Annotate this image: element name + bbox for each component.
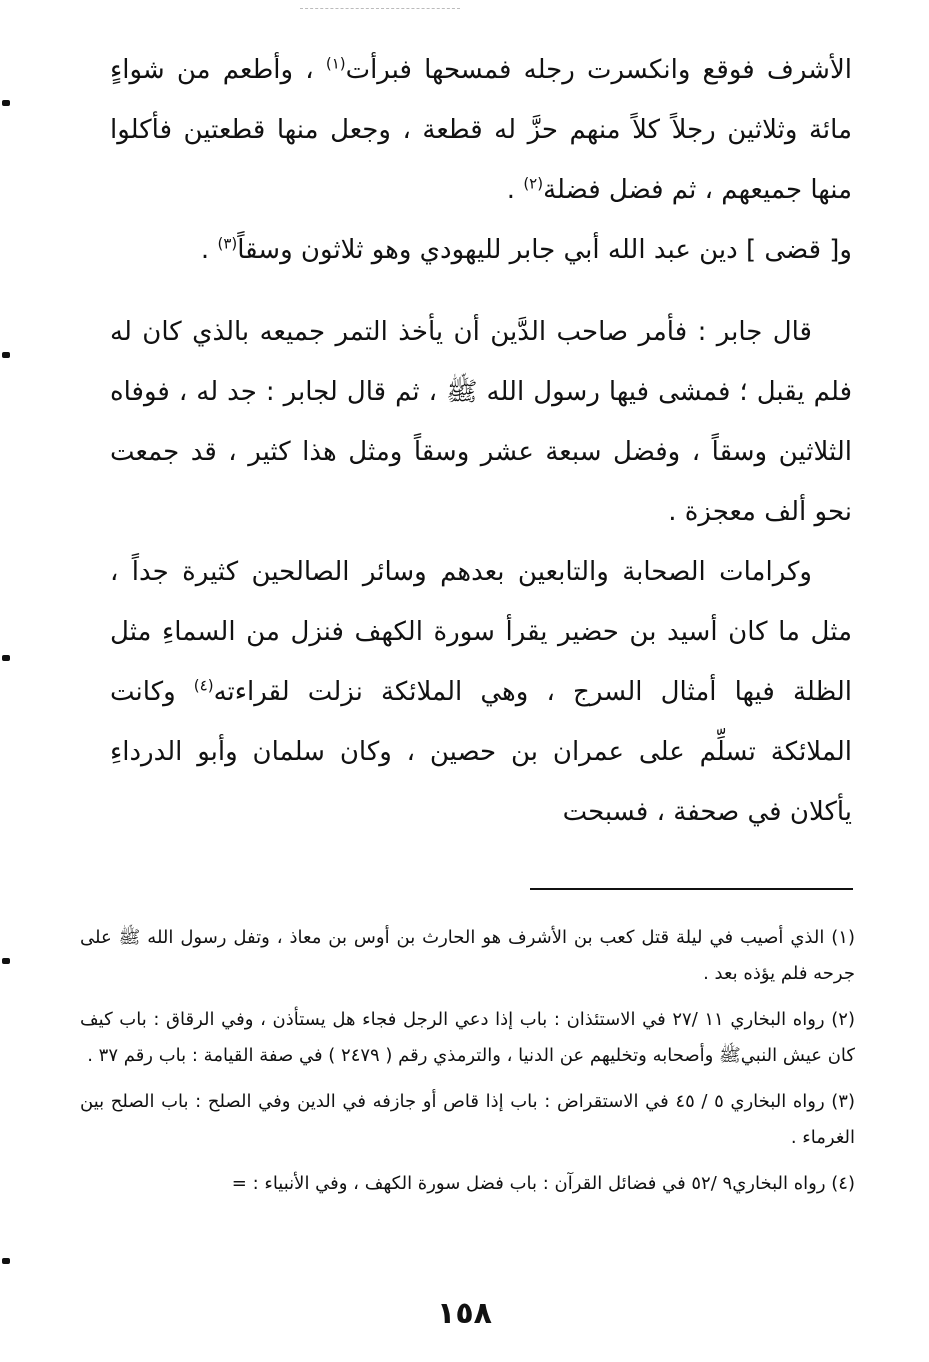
- text-span: وكانت الملائكة تسلِّم على عمران بن حصين ، وكان سلمان وأبو الدرداءِ يأكلان في صحفة ، فسبحت: [110, 677, 852, 827]
- footnote-ref: (٣): [217, 234, 238, 253]
- main-text: [110, 40, 852, 842]
- paragraph-1: [110, 40, 852, 220]
- paragraph-3: [110, 302, 852, 542]
- text-span: ، وأطعم من شواءٍ مائة وثلاثين رجلاً كلاً منهم حزَّ له قطعة ، وجعل منها قطعتين فأكلوا منها جميعهم ، ثم فضل فضلة: [110, 55, 852, 205]
- paragraph-4: [110, 542, 852, 842]
- footnotes: [80, 920, 855, 1212]
- footnote: (٣) رواه البخاري ٥ / ٤٥ في الاستقراض : باب إذا قاص أو جازفه في الدين وفي الصلح : باب الصلح بين الغرماء .: [80, 1091, 855, 1148]
- footnote: (٢) رواه البخاري ١١ /٢٧ في الاستئذان : باب إذا دعي الرجل فجاء هل يستأذن ، وفي الرقاق : باب كيف كان عيش النبيﷺ وأصحابه وتخليهم عن الدنيا ، والترمذي رقم ( ٢٤٧٩ ) في صفة القيامة : باب رقم ٣٧ .: [80, 1009, 855, 1066]
- scan-artifact-line: [300, 8, 460, 9]
- footnote-ref: (٢): [523, 174, 544, 193]
- text-span: قال جابر : فأمر صاحب الدَّين أن يأخذ التمر جميعه بالذي كان له فلم يقبل ؛ فمشى فيها رسول الله ﷺ ، ثم قال لجابر : جد له ، فوفاه الثلاثين وسقاً ، وفضل سبعة عشر وسقاً ومثل هذا كثير ، قد جمعت نحو ألف معجزة .: [110, 317, 852, 527]
- page-number: ١٥٨: [437, 1296, 492, 1331]
- binding-mark: [2, 958, 10, 964]
- text-span: وكرامات الصحابة والتابعين بعدهم وسائر الصالحين كثيرة جداً ، مثل ما كان أسيد بن حضير يقرأ سورة الكهف فنزل من السماءِ مثل الظلة فيها أمثال السرج ، وهي الملائكة نزلت لقراءته: [110, 557, 853, 707]
- text-span: الأشرف فوقع وانكسرت رجله فمسحها فبرأت: [345, 55, 852, 85]
- text-span: .: [200, 235, 210, 265]
- text-span: و[ قضى ] دين عبد الله أبي جابر لليهودي وهو ثلاثون وسقاً: [237, 235, 852, 265]
- binding-mark: [2, 655, 10, 661]
- footnote-ref: (١): [325, 54, 346, 73]
- text-span: .: [506, 175, 516, 205]
- footnote: (١) الذي أصيب في ليلة قتل كعب بن الأشرف هو الحارث بن أوس بن معاذ ، وتفل رسول الله ﷺ على جرحه فلم يؤذه بعد .: [80, 927, 855, 984]
- binding-mark: [2, 1258, 10, 1264]
- footnote-divider: [530, 888, 853, 890]
- binding-mark: [2, 100, 10, 106]
- footnote-ref: (٤): [193, 676, 214, 695]
- footnote: (٤) رواه البخاري٩ /٥٢ في فضائل القرآن : باب فضل سورة الكهف ، وفي الأنبياء : =: [231, 1173, 855, 1194]
- paragraph-2: [110, 220, 852, 280]
- binding-mark: [2, 352, 10, 358]
